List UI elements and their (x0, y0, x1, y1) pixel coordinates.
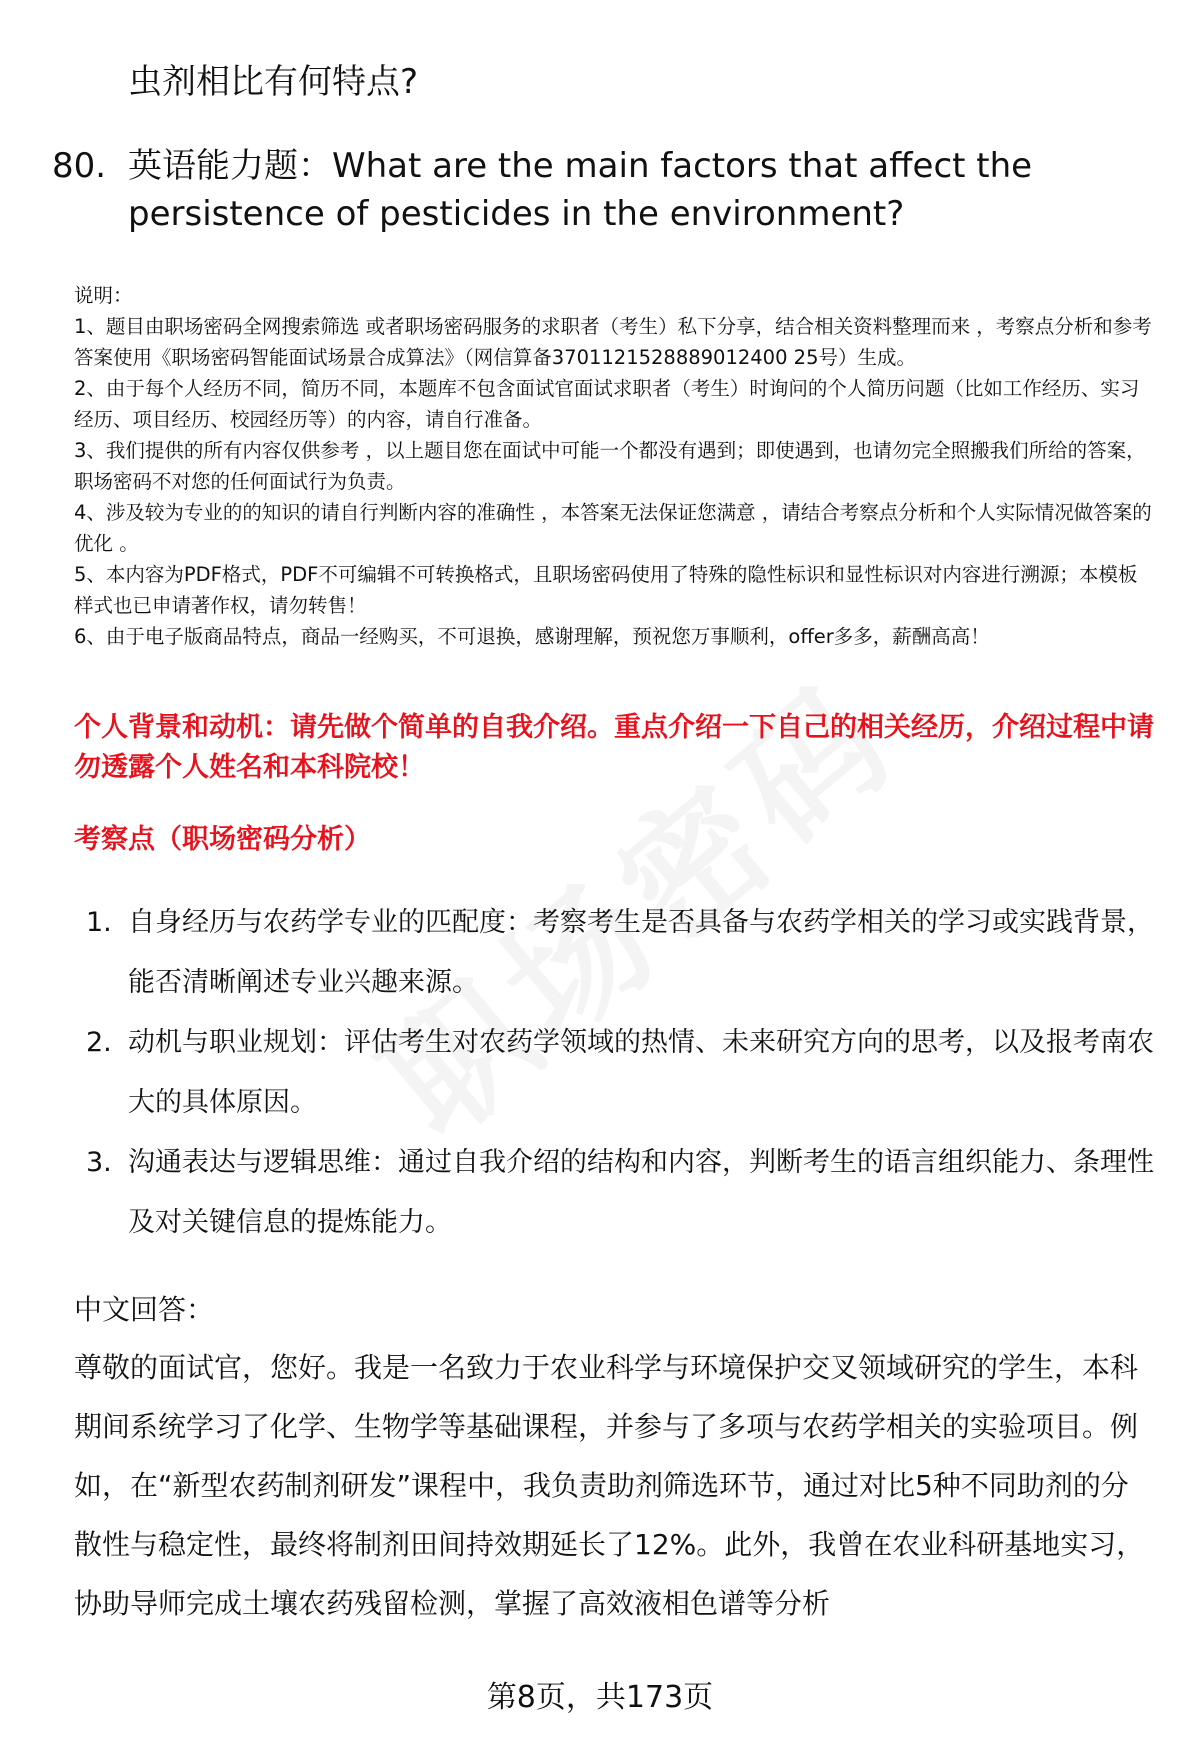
point-item (74, 1133, 1154, 1253)
question-number: 80. (52, 146, 107, 186)
evaluation-points (74, 893, 1154, 1253)
page-footer: 第8页，共173页 (486, 1680, 714, 1715)
background-question: 个人背景和动机：请先做个简单的自我介绍。重点介绍一下自己的相关经历，介绍过程中请勿透露个人姓名和本科院校！ (74, 712, 1154, 783)
note-item: 3、我们提供的所有内容仅供参考 ，以上题目您在面试中可能一个都没有遇到；即使遇到，也请勿完全照搬我们所给的答案，职场密码不对您的任何面试行为负责。 (74, 439, 1146, 493)
point-item (74, 1013, 1154, 1133)
point-text: 动机与职业规划：评估考生对农药学领域的热情、未来研究方向的思考，以及报考南农大的具体原因。 (128, 1027, 1154, 1118)
note-item: 1、题目由职场密码全网搜索筛选 或者职场密码服务的求职者（考生）私下分享，结合相关资料整理而来 ，考察点分析和参考答案使用《职场密码智能面试场景合成算法》（网信算备3701121528889012400 25号）生成。 (74, 315, 1152, 369)
point-text: 沟通表达与逻辑思维：通过自我介绍的结构和内容，判断考生的语言组织能力、条理性及对关键信息的提炼能力。 (128, 1147, 1154, 1238)
note-item: 2、由于每个人经历不同，简历不同，本题库不包含面试官面试求职者（考生）时询问的个人简历问题（比如工作经历、实习经历、项目经历、校园经历等）的内容，请自行准备。 (74, 377, 1140, 431)
point-number: 1. (86, 907, 112, 938)
answer-label: 中文回答： (74, 1293, 215, 1326)
question-continuation: 虫剂相比有何特点? (128, 62, 419, 102)
note-item: 4、涉及较为专业的的知识的请自行判断内容的准确性 ，本答案无法保证您满意 ，请结合考察点分析和个人实际情况做答案的优化 。 (74, 501, 1152, 555)
answer-text: 尊敬的面试官，您好。我是一名致力于农业科学与环境保护交叉领域研究的学生，本科期间系统学习了化学、生物学等基础课程，并参与了多项与农药学相关的实验项目。例如，在“新型农药制剂研发”课程中，我负责助剂筛选环节，通过对比5种不同助剂的分散性与稳定性，最终将制剂田间持效期延长了12%。此外，我曾在农业科研基地实习，协助导师完成土壤农药残留检测，掌握了高效液相色谱等分析 (74, 1351, 1145, 1620)
point-number: 2. (86, 1027, 112, 1058)
point-item (74, 893, 1154, 1013)
note-item: 5、本内容为PDF格式，PDF不可编辑不可转换格式，且职场密码使用了特殊的隐性标识和显性标识对内容进行溯源；本模板样式也已申请著作权，请勿转售！ (74, 563, 1138, 617)
notes-section (74, 280, 1154, 652)
notes-heading: 说明： (74, 284, 133, 307)
question-text: 英语能力题：What are the main factors that affect the persistence of pesticides in the environment? (128, 146, 1033, 234)
point-number: 3. (86, 1147, 112, 1178)
note-item: 6、由于电子版商品特点，商品一经购买，不可退换，感谢理解，预祝您万事顺利，offer多多，薪酬高高！ (74, 625, 990, 648)
kaochadian-heading: 考察点（职场密码分析） (74, 824, 371, 855)
point-text: 自身经历与农药学专业的匹配度：考察考生是否具备与农药学相关的学习或实践背景，能否清晰阐述专业兴趣来源。 (128, 907, 1154, 998)
